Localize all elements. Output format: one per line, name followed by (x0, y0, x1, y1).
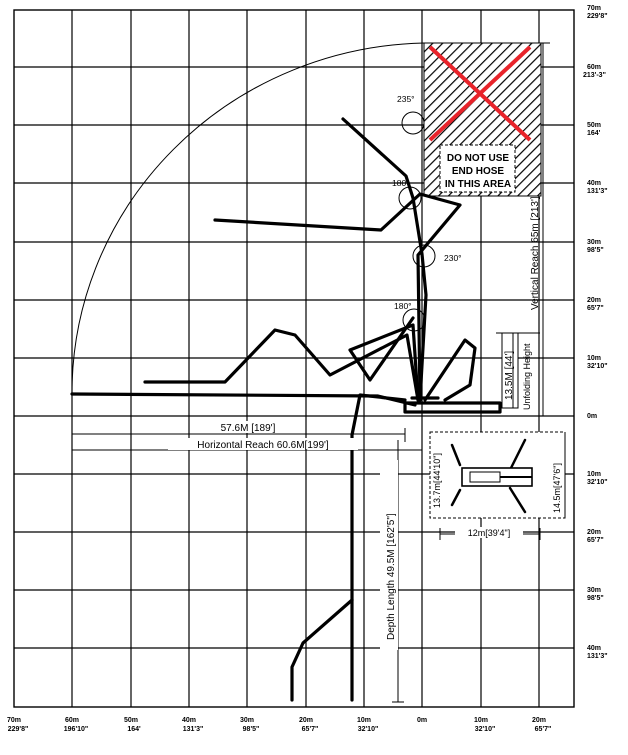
bottom-axis-tick-ft: 32'10" (357, 726, 379, 733)
outrigger-rear-label: 14.5m[47'6"] (552, 463, 562, 513)
right-axis-tick-ft: 131'3" (587, 188, 608, 195)
right-axis-tick: 40m (587, 645, 602, 652)
right-axis-tick: 0m (587, 413, 598, 420)
right-axis-tick: 70m (587, 5, 602, 12)
warning-line-3: IN THIS AREA (444, 179, 512, 190)
no-use-zone (424, 43, 541, 196)
right-axis-tick: 50m (587, 122, 602, 129)
unfolding-height-value: 13.5M [44'] (504, 350, 515, 400)
right-axis-tick-ft: 65'7" (587, 537, 604, 544)
depth-length-label: Depth Length 49.5M [162'5"] (386, 513, 397, 640)
vertical-reach-label: Vertical Reach 65m [213'] (530, 196, 541, 310)
outrigger-front-label: 13.7m[44'10"] (432, 453, 442, 508)
bottom-axis-tick: 10m (473, 717, 489, 724)
angle-label-4: 180° (394, 301, 412, 311)
right-axis-tick-ft: 229'8" (587, 13, 608, 20)
boom-positions (72, 119, 500, 700)
angle-label-3: 230° (444, 253, 462, 263)
right-axis-tick-ft: 213'-3" (583, 72, 606, 79)
bottom-axis-tick-ft: 65'7" (534, 726, 552, 733)
bottom-axis-tick: 30m (239, 717, 255, 724)
right-axis-tick-ft: 98'5" (587, 247, 604, 254)
warning-line-1: DO NOT USE (446, 153, 510, 164)
unfolding-height-dimension (496, 333, 540, 410)
bottom-axis-tick: 40m (181, 717, 197, 724)
right-axis-tick: 30m (587, 587, 602, 594)
bottom-axis-tick-ft: 229'8" (7, 726, 29, 733)
horizontal-reach-label: Horizontal Reach 60.6M[199'] (197, 440, 329, 451)
bottom-axis-tick: 20m (298, 717, 314, 724)
bottom-axis-tick-ft: 65'7" (301, 726, 319, 733)
bottom-axis-tick: 50m (123, 717, 139, 724)
bottom-axis-tick-ft: 164' (127, 726, 141, 733)
warning-line-2: END HOSE (451, 166, 505, 177)
right-axis-tick-ft: 32'10" (587, 363, 608, 370)
bottom-axis-tick-ft: 32'10" (474, 726, 496, 733)
bottom-axis-tick: 70m (6, 717, 22, 724)
outrigger-width-label: 12m[39'4"] (467, 528, 511, 538)
outrigger-footprint (430, 432, 565, 540)
bottom-axis-tick: 20m (531, 717, 547, 724)
angle-label-1: 235° (397, 94, 415, 104)
right-axis-tick-ft: 32'10" (587, 479, 608, 486)
bottom-axis-tick-ft: 98'5" (242, 726, 260, 733)
right-axis-tick: 20m (587, 529, 602, 536)
right-axis-tick-ft: 131'3" (587, 653, 608, 660)
bottom-axis-tick: 10m (356, 717, 372, 724)
right-axis-tick: 30m (587, 239, 602, 246)
right-axis-tick-ft: 164' (587, 130, 601, 137)
right-axis-tick-ft: 65'7" (587, 305, 604, 312)
right-axis-tick: 60m (587, 64, 602, 71)
bottom-axis-tick: 60m (64, 717, 80, 724)
reach-57-label: 57.6M [189'] (220, 423, 276, 434)
right-axis-tick: 20m (587, 297, 602, 304)
bottom-axis-tick-ft: 196'10" (63, 726, 89, 733)
depth-length-dimension (380, 440, 404, 702)
right-axis-tick-ft: 98'5" (587, 595, 604, 602)
right-axis-tick: 10m (587, 471, 602, 478)
right-axis-labels (583, 5, 608, 660)
bottom-axis-tick: 0m (416, 717, 428, 724)
right-axis-tick: 40m (587, 180, 602, 187)
bottom-axis-labels (7, 717, 551, 733)
angle-label-2: 180° (392, 178, 410, 188)
unfolding-height-label: Unfolding Height (522, 343, 532, 410)
right-axis-tick: 10m (587, 355, 602, 362)
bottom-axis-tick-ft: 131'3" (182, 726, 204, 733)
